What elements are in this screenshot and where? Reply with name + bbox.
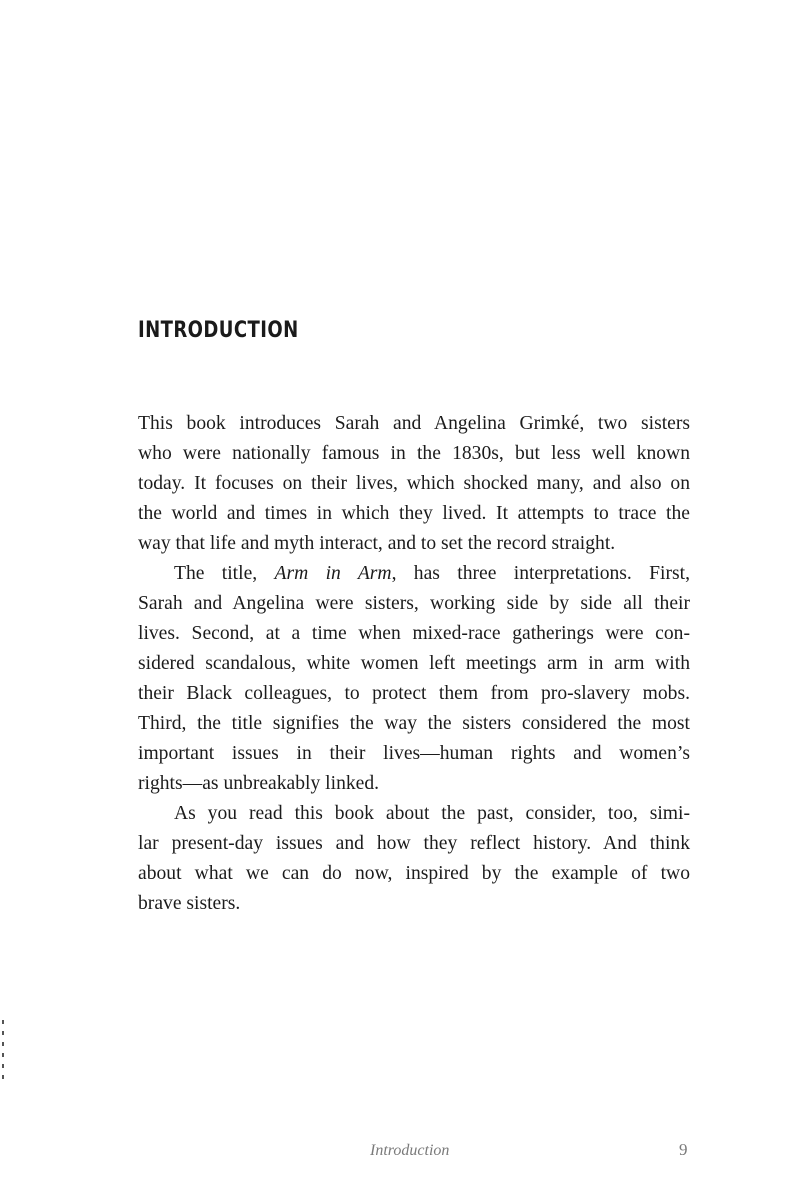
paragraph-2-line: Third, the title signifies the way the sisters considered the most	[138, 713, 690, 734]
paragraph-3-line: about what we can do now, inspired by the example of two	[138, 863, 690, 884]
paragraph-1-line: the world and times in which they lived. It attempts to trace the	[138, 503, 690, 524]
italic-title: Arm in Arm	[274, 563, 392, 584]
paragraph-3-line: As you read this book about the past, consider, too, simi-	[174, 803, 690, 824]
paragraph-1-line: This book introduces Sarah and Angelina Grimké, two sisters	[138, 413, 690, 434]
paragraph-2-line: Sarah and Angelina were sisters, working side by side all their	[138, 593, 690, 614]
margin-crop-marks	[2, 1020, 5, 1100]
running-footer-title: Introduction	[370, 1142, 450, 1159]
paragraph-3-line: brave sisters.	[138, 893, 241, 914]
page-number: 9	[679, 1140, 688, 1159]
paragraph-1-line: way that life and myth interact, and to set the record straight.	[138, 533, 616, 554]
paragraph-2-line: important issues in their lives—human rights and women’s	[138, 743, 690, 764]
chapter-heading: INTRODUCTION	[138, 318, 299, 343]
paragraph-2-line: sidered scandalous, white women left meetings arm in arm with	[138, 653, 690, 674]
paragraph-1-line: who were nationally famous in the 1830s, but less well known	[138, 443, 690, 464]
paragraph-2-line: lives. Second, at a time when mixed-race gatherings were con-	[138, 623, 690, 644]
body-text	[138, 409, 690, 919]
paragraph-2-line: The title, Arm in Arm, has three interpretations. First,	[174, 563, 690, 584]
paragraph-2-line: rights—as unbreakably linked.	[138, 773, 380, 794]
paragraph-2-line: their Black colleagues, to protect them from pro-slavery mobs.	[138, 683, 690, 704]
paragraph-1-line: today. It focuses on their lives, which shocked many, and also on	[138, 473, 690, 494]
paragraph-3-line: lar present-day issues and how they reflect history. And think	[138, 833, 690, 854]
